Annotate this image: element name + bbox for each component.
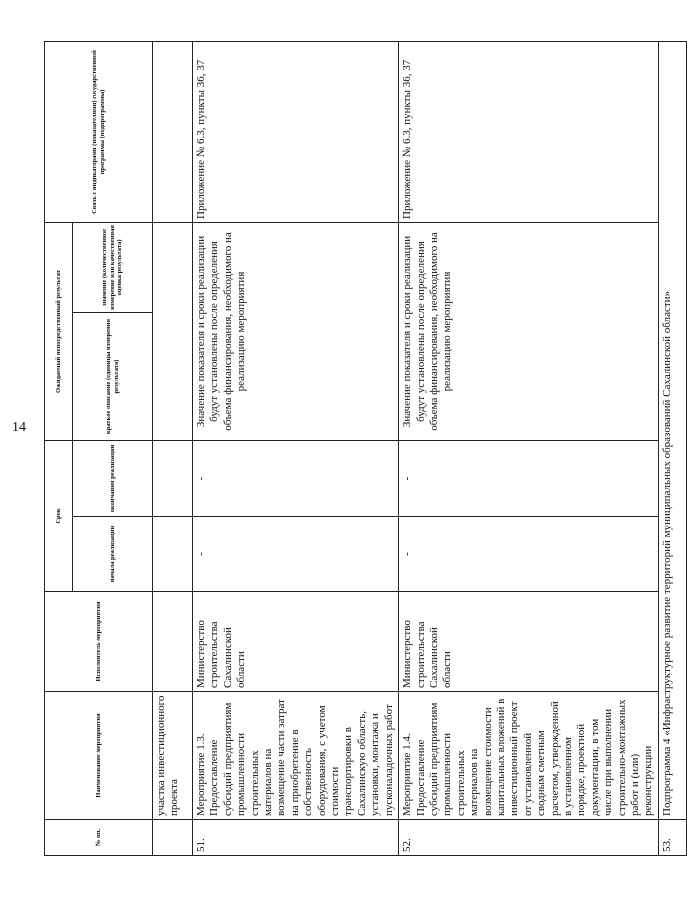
header-result-value: значение (количественное измерение или качественная оценка результата) (73, 223, 153, 313)
row-result (153, 223, 193, 441)
row-result: Значение показателя и сроки реализации будут установлены после определения объема финансирования, необходимого на реализацию мероприятия (193, 223, 399, 441)
header-link: Связь с индикаторами (показателями) государственной программы (подпрограммы) (45, 42, 153, 223)
row-start: - (193, 517, 399, 592)
subprogram-row (658, 42, 686, 856)
header-executor: Исполнитель мероприятия (45, 592, 153, 692)
header-result: Ожидаемый непосредственный результат (45, 223, 73, 441)
row-name: Мероприятие 1.4. Предоставление субсидий предприятиям промышленности строительных материалов на возмещение стоимости капитальных вложений в инвестиционный проект от установленной сводным сметным расчетом, утвержденной в установленном порядке, проектной документации, в том числе при выполнении строительно-монтажных работ и (или) реконструкции (399, 692, 659, 820)
subprogram-title: Подпрограмма 4 «Инфраструктурное развитие территорий муниципальных образований Сахалинской области» (658, 42, 686, 820)
row-executor (153, 592, 193, 692)
table-row (193, 42, 399, 856)
rotated-table-wrapper (44, 42, 673, 856)
row-start (153, 517, 193, 592)
header-name: Наименование мероприятия (45, 692, 153, 820)
row-end (153, 441, 193, 517)
row-end: - (399, 441, 659, 517)
row-link: Приложение № 6.3, пункты 36, 37 (399, 42, 659, 223)
row-num: 52. (399, 820, 659, 856)
subprogram-num: 53. (658, 820, 686, 856)
row-start: - (399, 517, 659, 592)
row-end: - (193, 441, 399, 517)
row-link (153, 42, 193, 223)
table-row (153, 42, 193, 856)
row-name: участка инвестиционного проекта (153, 692, 193, 820)
row-result: Значение показателя и сроки реализации будут установлены после определения объема финансирования, необходимого на реализацию мероприятия (399, 223, 659, 441)
page-number: 14 (12, 420, 26, 435)
header-term: Срок (45, 441, 73, 592)
table-row (399, 42, 659, 856)
row-link: Приложение № 6.3, пункты 36, 37 (193, 42, 399, 223)
row-executor: Министерство строительства Сахалинской области (399, 592, 659, 692)
row-executor: Министерство строительства Сахалинской области (193, 592, 399, 692)
header-num: № пп. (45, 820, 153, 856)
header-result-short: краткое описание (единицы измерения результата) (73, 313, 153, 441)
row-name: Мероприятие 1.3. Предоставление субсидий предприятиям промышленности строительных материалов на возмещение части затрат на приобретение в собственность оборудования, с учетом стоимости транспортировки в Сахалинскую область, установки, монтажа и пусконаладочных работ (193, 692, 399, 820)
row-num: 51. (193, 820, 399, 856)
header-term-end: окончания реализации (73, 441, 153, 517)
measures-table (44, 41, 687, 856)
header-term-start: начала реализации (73, 517, 153, 592)
row-num (153, 820, 193, 856)
